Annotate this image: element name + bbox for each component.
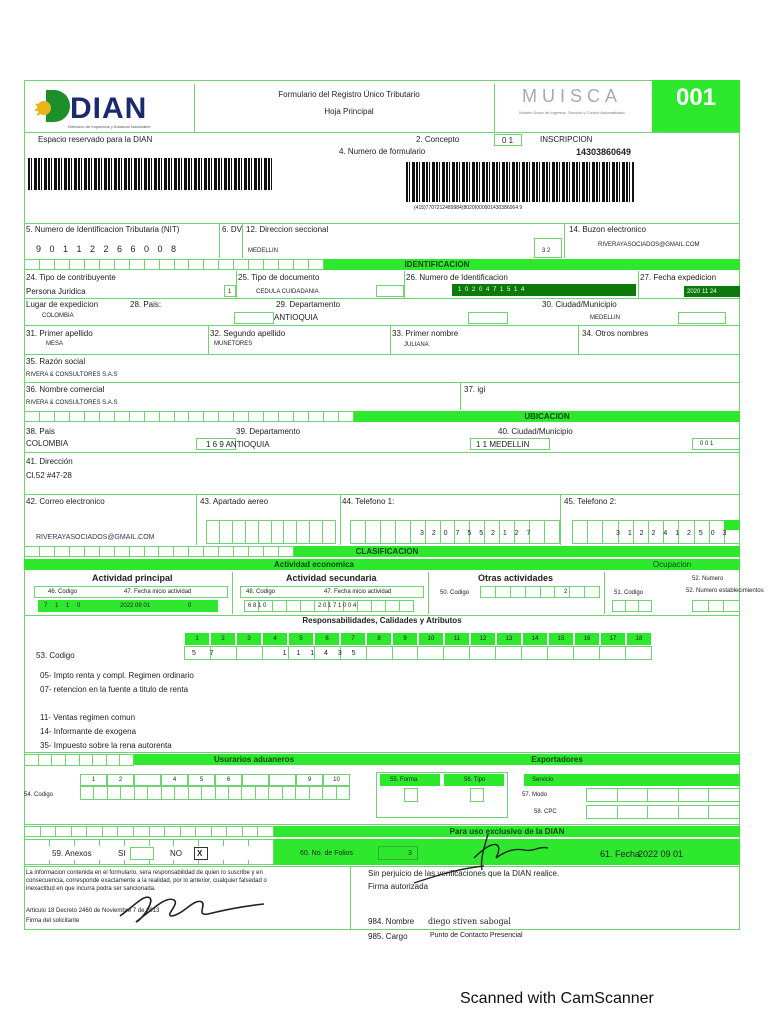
barcode-left <box>28 158 274 190</box>
buzon-value: RIVERAYASOCIADOS@GMAIL.COM <box>598 242 700 248</box>
responsabilidades-header <box>184 632 652 646</box>
aduanero-number-cell: 9 <box>296 774 323 786</box>
responsabilidad-number-cell: 9 <box>392 632 418 646</box>
responsabilidad-item: 11- Ventas regimen comun <box>40 713 136 722</box>
codigo-51-label: 51. Codigo <box>614 590 644 596</box>
aduanero-number-cell <box>269 774 296 786</box>
numero-formulario-label: 4. Numero de formulario <box>339 147 426 156</box>
responsabilidades-title: Responsabilidades, Calidades y Atributos <box>302 616 462 625</box>
aduaneros-header <box>80 774 350 786</box>
firma-solicitante-label: Firma del solicitante <box>26 918 80 924</box>
secundaria-codigo-value: 6 8 1 0 <box>248 603 267 609</box>
cargo-985-value: Punto de Contacto Presencial <box>430 932 523 939</box>
numero-establecimientos-label: 52. Numero establecimientos <box>686 588 764 594</box>
band-ubicacion: UBICACION <box>354 411 740 422</box>
direccion-label: 41. Dirección <box>26 457 73 466</box>
fecha-expedicion-label: 27. Fecha expedicion <box>640 273 717 282</box>
responsabilidad-number-cell: 4 <box>262 632 288 646</box>
solicitante-signature <box>114 886 274 926</box>
band-identificacion: IDENTIFICACION <box>324 259 550 270</box>
firma-autorizada-label: Firma autorizada <box>368 882 429 891</box>
responsabilidad-number-cell: 17 <box>600 632 626 646</box>
anexos-si-box <box>130 847 154 860</box>
logo-subtitle: Dirección de Impuestos y Aduanas Nacionales <box>68 124 151 129</box>
aduanero-number-cell: 4 <box>161 774 188 786</box>
responsabilidad-number-cell: 6 <box>314 632 340 646</box>
telefono1-value: 3 2 0 7 5 5 2 1 2 7 <box>420 530 534 537</box>
reserved-label: Espacio reservado para la DIAN <box>38 135 153 144</box>
rut-form: DIAN Dirección de Impuestos y Aduanas Nacionales Formulario del Registro Único Tributario Hoja Principal MUISCA Modelo Único de Ingresos, Servicio y Control Automatizado 001 Espacio reservado para la DIAN 2. Concepto 0 1 INSCRIPCION 4. Numero de formulario 14303860649 (415)7707212489984(8020)000001430386064 9 5. Numero de Identificacion Tributaria (NIT) 9 0 1 1 2 2 6 6 0 0 8 6. DV 12. Direccion seccional MEDELLIN 3 2 14. Buzon electronico RIVERAYASOCIADOS@GMAIL.COM IDENTIFICACION 24. Tipo de contribuyente Persona Juridica 1 25. Tipo de documento CEDULA CUIDADANIA 26. Numero de Identificacion 1 0 2 0 4 7 1 5 1 4 27. Fecha expedicion 2020 11 24 Lugar de expedicion 28. Pais: COLOMBIA 29. Departamento ANTIOQUIA 30. Ciudad/Municipio MEDELLIN 31. Primer apellido MESA 32. Segundo apellido MUNETORES 33. Primer nombre JULIANA 34. Otros nombres 35. Razón social RIVERA & CONSULTORES S.A.S 36. Nombre comercial RIVERA & CONSULTORES S.A.S 37. igi UBICACION 38. Pais COLOMBIA 39. Departamento 1 6 9 ANTIOQUIA 40. Ciudad/Municipio 1 1 MEDELLIN 0 0 1 41. Dirección Cl.52 #47-28 42. Correo electronico RIVERAYASOCIADOS@GMAIL.COM 43. Apartado aereo 44. Telefono 1: 3 2 0 7 5 5 2 1 2 7 45. Telefono 2: 3 1 2 2 4 1 2 5 0 3 CLASIFICACION Actividad economica Ocupacion Actividad principal Actividad secundaria Otras actividades 52. Numero 52. Numero establecimientos 46. Codigo 47. Fecha inicio actividad 7 1 1 0 2022 09 01 0 48. Codigo 47. Fecha inicio actividad 6 8 1 0 2 0 1 7 1 0 0 4 50. Codigo 2 51. Codigo Responsabilidades, Calidades y Atributos 1 2 3 4 5 6 7 8 9 10 11 12 13 14 15 16 17 18 5 7 1 1 1 4 3 5 53. Codigo 05- Impto renta y compl. Regimen ordinario 07- retencion en la fuente a titulo de renta 11- Ventas regimen comun 14- Informante de exogena 35- Impuesto sobre la rena autorenta Usurarios aduaneros Exportadores 1 2 4 5 6 9 10 54. Codigo 55. Forma 56. Tipo Servicio 57. Modo 58. CPC Para uso exclusivo de la DIAN 59. Anexos SI NO X 60. No. de Folios 3 61. Fecha 2022 09 01 La informacion contenida en el formulario, sera responsabilidad de quien lo suscribe y en consecuencia, corresponde exactamente a la realidad, por lo anterior, cualquier falsedad o inexactitud en que incurra podra ser sancionada. Articulo 18 Decreto 2460 de Noviembre 7 de 2013 Firma del solicitante Sin perjuicio de las verificaciones que la DIAN realice. Firma autorizada 984. Nombre diego stiven sabogal <box>24 80 740 930</box>
aduanero-number-cell: 1 <box>80 774 107 786</box>
ciudad-30-label: 30. Ciudad/Municipio <box>542 300 617 309</box>
form-title: Formulario del Registro Único Tributario <box>278 90 420 99</box>
responsabilidad-item: 14- Informante de exogena <box>40 727 137 736</box>
nit-value: 9 0 1 1 2 2 6 6 0 0 8 <box>36 244 180 254</box>
sigla-label: 37. igi <box>464 385 486 394</box>
tipo-contribuyente-value: Persona Juridica <box>26 287 86 296</box>
ciudad-30-value: MEDELLIN <box>590 315 621 321</box>
anexos-no-label: NO <box>170 849 182 858</box>
direccion-seccional-label: 12. Direccion seccional <box>246 225 329 234</box>
correo-label: 42. Correo electronico <box>26 497 105 506</box>
disclaimer-line-3: inexactitud en que incurra podra ser sancionada. <box>26 886 156 892</box>
fecha-expedicion-value: 2020 11 24 <box>687 289 717 295</box>
sin-perjuicio-text: Sin perjuicio de las verificaciones que la DIAN realice. <box>368 869 560 878</box>
aduanero-number-cell: 6 <box>215 774 242 786</box>
responsabilidad-number-cell: 7 <box>340 632 366 646</box>
nombre-984-label: 984. Nombre <box>368 917 415 926</box>
responsabilidad-item: 05- Impto renta y compl. Regimen ordinario <box>40 671 194 680</box>
direccion-value: Cl.52 #47-28 <box>26 471 72 480</box>
disclaimer-line-1: La informacion contenida en el formulario, sera responsabilidad de quien lo suscribe y en <box>26 870 263 876</box>
band-clasificacion: CLASIFICACION <box>294 546 480 557</box>
dian-logo-icon <box>32 86 72 126</box>
primer-apellido-label: 31. Primer apellido <box>26 329 93 338</box>
fecha-47-label: 47. Fecha inicio actividad <box>124 589 192 595</box>
camscanner-watermark: Scanned with CamScanner <box>460 990 654 1007</box>
lugar-expedicion-label: Lugar de expedicion <box>26 300 99 309</box>
numero-formulario-value: 14303860649 <box>576 147 632 157</box>
primer-nombre-value: JULIANA <box>404 342 429 348</box>
dv-label: 6. DV <box>222 225 243 234</box>
razon-social-label: 35. Razón social <box>26 357 86 366</box>
principal-codigo-value: 7 1 1 0 <box>44 603 84 609</box>
departamento-29-value: ANTIOQUIA <box>274 313 319 322</box>
responsabilidad-number-cell: 3 <box>236 632 262 646</box>
nombre-comercial-value: RIVERA & CONSULTORES S.A.S <box>26 400 118 406</box>
numero-id-value: 1 0 2 0 4 7 1 5 1 4 <box>458 287 526 293</box>
responsabilidad-number-cell: 5 <box>288 632 314 646</box>
responsabilidad-number-cell: 14 <box>522 632 548 646</box>
barcode-right <box>406 162 634 202</box>
otros-nombres-label: 34. Otros nombres <box>582 329 649 338</box>
aduanero-number-cell <box>134 774 161 786</box>
form-subtitle: Hoja Principal <box>324 107 374 116</box>
actividad-secundaria-label: Actividad secundaria <box>286 573 377 583</box>
actividad-principal-label: Actividad principal <box>92 573 173 583</box>
seccional-code: 3 2 <box>542 248 551 254</box>
codigo-48-label: 48. Codigo <box>246 589 276 595</box>
telefono2-label: 45. Telefono 2: <box>564 497 617 506</box>
form-number: 001 <box>675 84 717 111</box>
departamento-29-label: 29. Departamento <box>276 300 341 309</box>
fecha-61-value: 2022 09 01 <box>638 849 684 859</box>
disclaimer-line-2: consecuencia, corresponde exactamente a la realidad, por lo anterior, cualquier falsedad o <box>26 878 267 884</box>
segundo-apellido-label: 32. Segundo apellido <box>210 329 286 338</box>
codigo-54-label: 54. Codigo <box>24 792 54 798</box>
direccion-seccional-value: MEDELLIN <box>248 248 279 254</box>
band-ocupacion: Ocupacion <box>604 559 740 570</box>
tipo-documento-value: CEDULA CUIDADANIA <box>256 289 319 295</box>
principal-extra-value: 0 <box>188 603 192 609</box>
aduanero-number-cell: 5 <box>188 774 215 786</box>
forma-55-label: 55. Forma <box>390 777 418 783</box>
form-number-box <box>652 80 740 132</box>
logo-text: DIAN <box>70 92 148 125</box>
aduanero-number-cell <box>242 774 269 786</box>
aduanero-number-cell: 2 <box>107 774 134 786</box>
otras-value: 2 <box>564 589 568 595</box>
buzon-label: 14. Buzon electronico <box>569 225 646 234</box>
razon-social-value: RIVERA & CONSULTORES S.A.S <box>26 372 118 378</box>
band-uso-exclusivo: Para uso exclusivo de la DIAN <box>274 826 740 837</box>
nombre-984-value: diego stiven sabogal <box>428 917 511 926</box>
dian-logo <box>32 86 192 130</box>
departamento-39-label: 39. Departamento <box>236 427 301 436</box>
muisca-text: MUISCA <box>521 86 622 106</box>
responsabilidad-number-cell: 8 <box>366 632 392 646</box>
muisca-subtitle: Modelo Único de Ingresos, Servicio y Control Automatizado <box>519 110 625 115</box>
responsabilidad-number-cell: 15 <box>548 632 574 646</box>
nombre-comercial-label: 36. Nombre comercial <box>26 385 105 394</box>
primer-nombre-label: 33. Primer nombre <box>392 329 459 338</box>
band-usuarios-aduaneros: Usurarios aduaneros <box>134 754 374 765</box>
aduanero-number-cell: 10 <box>323 774 350 786</box>
pais-38-label: 38. Pais <box>26 427 55 436</box>
secundaria-fecha-value: 2 0 1 7 1 0 0 4 <box>318 603 357 609</box>
articulo-text: Articulo 18 Decreto 2460 de Noviembre 7 de 2013 <box>26 908 160 914</box>
concepto-label: 2. Concepto <box>416 135 460 144</box>
concepto-text: INSCRIPCION <box>540 135 593 144</box>
tipo-contribuyente-code: 1 <box>228 289 232 295</box>
principal-fecha-value: 2022 09 01 <box>120 603 151 609</box>
folios-value: 3 <box>408 850 412 857</box>
anexos-no-mark: X <box>197 849 203 858</box>
tipo-documento-label: 25. Tipo de documento <box>238 273 320 282</box>
band-exportadores: Exportadores <box>374 754 740 765</box>
responsabilidad-number-cell: 1 <box>184 632 210 646</box>
fecha-49-label: 47. Fecha inicio actividad <box>324 589 392 595</box>
nit-label: 5. Numero de Identificacion Tributaria (NIT) <box>26 225 180 234</box>
telefono2-value: 3 1 2 2 4 1 2 5 0 3 <box>616 530 730 537</box>
correo-value: RIVERAYASOCIADOS@GMAIL.COM <box>36 534 155 541</box>
telefono1-label: 44. Telefono 1: <box>342 497 395 506</box>
otras-actividades-label: Otras actividades <box>478 573 554 583</box>
responsabilidad-number-cell: 2 <box>210 632 236 646</box>
codigo-46-label: 46. Codigo <box>48 589 78 595</box>
apartado-label: 43. Apartado aereo <box>200 497 269 506</box>
codigo-50-label: 50. Codigo <box>440 590 470 596</box>
numero-id-label: 26. Numero de Identificacion <box>406 273 508 282</box>
primer-apellido-value: MESA <box>46 341 64 347</box>
folios-label: 60. No. de Folios <box>300 850 353 857</box>
modo-57-label: 57. Modo <box>522 792 548 798</box>
dian-signature <box>404 828 554 888</box>
pais-28-value: COLOMBIA <box>42 313 74 319</box>
responsabilidades-codes: 5 7 1 1 1 4 3 5 <box>192 650 358 657</box>
anexos-si-label: SI <box>118 849 126 858</box>
tipo-contribuyente-label: 24. Tipo de contribuyente <box>26 273 116 282</box>
responsabilidad-number-cell: 12 <box>470 632 496 646</box>
responsabilidad-item: 07- retencion en la fuente a titulo de renta <box>40 685 189 694</box>
responsabilidad-number-cell: 18 <box>626 632 652 646</box>
cargo-985-label: 985. Cargo <box>368 932 408 941</box>
responsabilidad-number-cell: 13 <box>496 632 522 646</box>
responsabilidad-number-cell: 10 <box>418 632 444 646</box>
segundo-apellido-value: MUNETORES <box>214 341 253 347</box>
responsabilidad-number-cell: 16 <box>574 632 600 646</box>
anexos-label: 59. Anexos <box>52 849 92 858</box>
departamento-39-value: 1 6 9 ANTIOQUIA <box>206 440 270 449</box>
fecha-61-label: 61. Fecha <box>600 849 641 859</box>
codigo-53-label: 53. Codigo <box>36 651 75 660</box>
ciudad-40-value: 1 1 MEDELLIN <box>476 440 530 449</box>
cpc-58-label: 58. CPC <box>534 809 557 815</box>
barcode-digits: (415)7707212489984(8020)000001430386064 9 <box>414 205 523 211</box>
pais-28-label: 28. Pais: <box>130 300 162 309</box>
responsabilidad-item: 35- Impuesto sobre la rena autorenta <box>40 741 172 750</box>
concepto-value: 0 1 <box>502 136 514 145</box>
band-actividad-economica: Actividad economica <box>24 559 604 570</box>
ciudad-40-label: 40. Ciudad/Municipio <box>498 427 573 436</box>
responsabilidad-number-cell: 11 <box>444 632 470 646</box>
tipo-56-label: 56. Tipo <box>464 777 486 783</box>
ciudad-40-code: 0 0 1 <box>700 441 714 447</box>
pais-38-value: COLOMBIA <box>26 439 69 448</box>
servicio-label: Servicio <box>532 777 554 783</box>
